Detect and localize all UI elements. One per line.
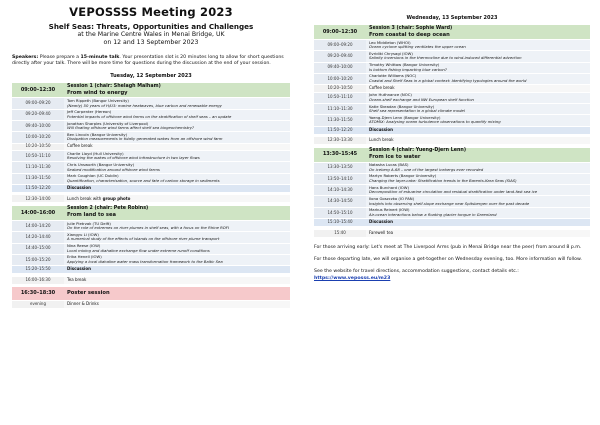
- discussion-label: Discussion: [67, 266, 92, 272]
- break-row: [314, 229, 590, 237]
- time-cell: 10:00–10:20: [314, 73, 366, 84]
- session-name: Session 3 (chair: Sophie Ward): [369, 25, 453, 31]
- time-cell: 09:00–12:30: [12, 83, 64, 98]
- time-cell: 11:10–11:30: [314, 103, 366, 114]
- content-cell: [64, 173, 290, 184]
- website-note: [314, 269, 590, 282]
- talk-title: Seabed modification around offshore wind farms: [67, 166, 160, 172]
- talk-row: [12, 162, 290, 173]
- talk-row: [314, 173, 590, 184]
- day2-schedule: [314, 24, 590, 237]
- day1-heading: Tuesday, 12 September 2023: [110, 73, 192, 80]
- poster-title: Poster session: [67, 290, 110, 297]
- session-row: [314, 147, 590, 162]
- discussion-row: [12, 266, 290, 274]
- page-subtitle: Shelf Seas: Threats, Opportunities and Challenges: [48, 22, 254, 31]
- content-cell: [366, 173, 590, 184]
- time-cell: 09:20–09:40: [314, 51, 366, 62]
- break-label: Lunch break with: [67, 195, 103, 201]
- talk-row: [314, 73, 590, 84]
- left-column: [12, 0, 290, 308]
- talk-title: Local mixing and diahaline exchange flow under extreme runoff conditions: [67, 247, 210, 253]
- time-cell: 15:20–15:50: [12, 266, 64, 274]
- talk-speaker: Natasha Lucas (BAS): [369, 162, 409, 168]
- time-cell: evening: [12, 301, 64, 309]
- talk-row: [314, 92, 590, 103]
- talk-speaker: Chris Unsworth (Bangor University): [67, 161, 135, 167]
- session-title: From ice to water: [369, 154, 421, 161]
- talk-title: On iceberg A-68 – one of the largest icebergs ever recorded: [369, 166, 484, 172]
- talk-row: [314, 185, 590, 196]
- content-cell: [64, 287, 290, 301]
- talk-row: [12, 151, 290, 162]
- talk-title: Insights into observing shelf-slope exchange near Spitsbergen over the past decade: [369, 200, 530, 206]
- break-row: [12, 301, 290, 309]
- time-cell: 10:20–10:50: [314, 85, 366, 93]
- talk-title: Applying a local diahaline water mass transformation framework to the Baltic Sea: [67, 259, 223, 265]
- content-cell: [64, 143, 290, 151]
- time-cell: 10:20–10:50: [12, 143, 64, 151]
- talk-title: Quantification, characterisation, source and fate of carbon storage in sediments: [67, 177, 220, 183]
- right-column: [314, 0, 590, 288]
- talk-title: ATOMIX: Analysing ocean turbulence observations to quantify mixing: [369, 119, 501, 125]
- session-row: [12, 205, 290, 220]
- time-cell: 16:00–16:30: [12, 276, 64, 284]
- discussion-label: Discussion: [369, 219, 394, 225]
- time-cell: 12:30–14:00: [12, 195, 64, 203]
- discussion-label: Discussion: [67, 185, 92, 191]
- content-cell: [366, 73, 590, 84]
- time-cell: 11:30–11:50: [12, 173, 64, 184]
- content-cell: [64, 276, 290, 284]
- break-label: Lunch break: [369, 137, 394, 143]
- time-cell: 14:20–14:40: [12, 232, 64, 243]
- break-label: Coffee break: [67, 143, 93, 149]
- talk-row: [12, 109, 290, 120]
- time-cell: 09:40–10:00: [12, 121, 64, 132]
- content-cell: [64, 98, 290, 109]
- talk-speaker: John Huthnance (NOC): [369, 92, 412, 98]
- talk-row: [314, 103, 590, 114]
- time-cell: 13:30–13:50: [314, 162, 366, 173]
- talk-row: [12, 121, 290, 132]
- talk-title: Is bottom fishing impacting blue carbon?: [369, 66, 447, 72]
- time-cell: 14:30–14:50: [314, 196, 366, 207]
- session-title: From coastal to deep ocean: [369, 31, 450, 38]
- content-cell: [64, 266, 290, 274]
- speaker-instructions: [12, 55, 290, 67]
- talk-row: [12, 254, 290, 265]
- poster-row: [12, 287, 290, 301]
- talk-speaker: Markus Reinert (IOW): [369, 207, 410, 213]
- website-link[interactable]: https://www.veposss.eu/m23: [314, 275, 391, 281]
- content-cell: [366, 219, 590, 227]
- content-cell: [64, 195, 290, 203]
- talk-speaker: Nina Reese (IOW): [67, 243, 101, 249]
- content-cell: [64, 184, 290, 192]
- arrival-note: For those arriving early: Let's meet at The Liverpool Arms (pub in Menai Bridge near the peer) from around 8 p.m.: [314, 244, 582, 250]
- talk-title: Dissipation measurements in tidally generated wakes from an offshore wind farm: [67, 136, 223, 142]
- time-cell: 14:00–16:00: [12, 205, 64, 220]
- talk-row: [314, 196, 590, 207]
- notes: [314, 245, 590, 283]
- day2-heading: Wednesday, 13 September 2023: [406, 15, 498, 21]
- talk-speaker: Tom Rippeth (Bangor University): [67, 97, 129, 103]
- time-cell: 11:50–12:20: [12, 184, 64, 192]
- time-cell: 10:00–10:20: [12, 132, 64, 143]
- content-cell: [366, 185, 590, 196]
- talk-title: Decomposition of estuarine circulation and residual stratification under land-fast sea ice: [369, 189, 538, 195]
- break-label: Dinner & Drinks: [67, 301, 99, 307]
- talk-title: Air-ocean interactions below a floating glacier tongue in Greenland: [369, 211, 497, 217]
- content-cell: [366, 103, 590, 114]
- talk-speaker: Leo Middleton (WHOI): [369, 39, 411, 45]
- venue-line: at the Marine Centre Wales in Menai Bridge, UK: [77, 31, 225, 38]
- content-cell: [64, 254, 290, 265]
- content-cell: [366, 92, 590, 103]
- content-cell: [366, 51, 590, 62]
- talk-title: A numerical study of the effects of islands on the offshore river plume transport: [67, 236, 220, 242]
- talk-speaker: Jonathan Sharples (University of Liverpool): [67, 120, 149, 126]
- content-cell: [366, 137, 590, 145]
- talk-row: [314, 40, 590, 51]
- time-cell: 11:10–11:30: [12, 162, 64, 173]
- talk-speaker: Erika Henell (IOW): [67, 254, 102, 260]
- session-row: [314, 25, 590, 40]
- talk-speaker: Katie Skeadan (Bangor University): [369, 103, 435, 109]
- content-cell: [64, 232, 290, 243]
- content-cell: [64, 83, 290, 98]
- content-cell: [64, 132, 290, 143]
- time-cell: 14:50–15:10: [314, 207, 366, 218]
- content-cell: [366, 126, 590, 134]
- content-cell: [366, 40, 590, 51]
- break-row: [314, 137, 590, 145]
- talk-speaker: Timothy Whittow (Bangor University): [369, 62, 440, 68]
- content-cell: [366, 115, 590, 126]
- time-cell: 16:30–18:30: [12, 287, 64, 301]
- intro-text-1: Please prepare a: [38, 55, 81, 60]
- content-cell: [366, 196, 590, 207]
- time-cell: 10:50–11:10: [12, 151, 64, 162]
- content-cell: [366, 162, 590, 173]
- discussion-row: [314, 219, 590, 227]
- content-cell: [366, 147, 590, 162]
- talk-title: Resolving the wakes of offshore wind infrastructure in two layer flows: [67, 155, 200, 161]
- time-cell: 09:40–10:00: [314, 62, 366, 73]
- talk-title: Ocean-shelf exchange and NW European shelf function: [369, 96, 474, 102]
- session-title: From wind to energy: [67, 89, 128, 96]
- talk-speaker: Yoeng-Djern Lenn (Bangor University): [369, 114, 441, 120]
- intro-text-2: . Your presentation slot is 20 minutes long to allow for short questions directly after your talk. There will be more time for questions during the discussion at the end of your session.: [12, 55, 284, 67]
- content-cell: [366, 62, 590, 73]
- break-row: [12, 276, 290, 284]
- time-cell: 09:00–12:30: [314, 25, 366, 40]
- talk-row: [12, 243, 290, 254]
- talk-row: [12, 173, 290, 184]
- discussion-row: [314, 126, 590, 134]
- day1-schedule: [12, 82, 290, 308]
- content-cell: [64, 121, 290, 132]
- talk-title: Potential impacts of offshore wind farms on the stratification of shelf seas – an update: [67, 113, 232, 119]
- talk-length: 15-minute talk: [80, 55, 120, 60]
- session-title: From land to sea: [67, 212, 116, 219]
- time-cell: 14:40–15:00: [12, 243, 64, 254]
- content-cell: [64, 243, 290, 254]
- talk-title: Will floating offshore wind farms affect shelf sea biogeochemistry?: [67, 125, 195, 131]
- content-cell: [64, 220, 290, 231]
- break-label: Coffee break: [369, 85, 395, 91]
- break-row: [314, 85, 590, 93]
- content-cell: [64, 162, 290, 173]
- content-cell: [64, 151, 290, 162]
- break-label: Farewell tea: [369, 229, 394, 235]
- talk-title: Ocean cyclone splitting ventilates the upper ocean: [369, 44, 466, 50]
- talk-row: [314, 115, 590, 126]
- page-title: VEPOSSSS Meeting 2023: [69, 5, 233, 19]
- talk-title: Salinity inversions in the thermocline due to wind-induced differential advection: [369, 55, 522, 61]
- talk-speaker: Julie Pietrzak (TU Delft): [67, 220, 111, 226]
- talk-speaker: Jeff Carpenter (Hereon): [67, 109, 112, 115]
- time-cell: 13:30–15:45: [314, 147, 366, 162]
- talk-row: [314, 51, 590, 62]
- talk-speaker: Charlotte Williams (NOC): [369, 73, 417, 79]
- talk-speaker: Evridiki Chrysagi (IOW): [369, 50, 413, 56]
- time-cell: 15:00–15:20: [12, 254, 64, 265]
- talk-row: [12, 220, 290, 231]
- session-name: Session 2 (chair: Pete Robins): [67, 206, 149, 212]
- time-cell: 11:30–11:50: [314, 115, 366, 126]
- time-cell: 11:50–12:20: [314, 126, 366, 134]
- talk-title: On the role of extremes on river plumes in shelf seas, with a focus on the Rhine ROFI: [67, 225, 230, 231]
- talk-row: [12, 232, 290, 243]
- talk-row: [314, 207, 590, 218]
- time-cell: 15:10–15:40: [314, 219, 366, 227]
- content-cell: [366, 25, 590, 40]
- talk-title: Coastal and Shelf Seas in a global context: Identifying typologies around the world: [369, 78, 527, 84]
- talk-speaker: Martyn Roberts (Bangor University): [369, 173, 437, 179]
- talk-row: [314, 162, 590, 173]
- session-row: [12, 83, 290, 98]
- talk-title: Changing the layer-cake: Stratification trends in the Barents-Kara Seas (SIAS): [369, 178, 517, 184]
- date-line: on 12 and 13 September 2023: [103, 39, 199, 46]
- time-cell: 09:20–09:40: [12, 109, 64, 120]
- content-cell: [64, 301, 290, 309]
- time-cell: 09:00–09:20: [314, 40, 366, 51]
- break-row: [12, 195, 290, 203]
- talk-title: (Nearly) 50 years of H/U3: marine heatwaves, blue carbon and renewable energy: [67, 102, 222, 108]
- content-cell: [64, 109, 290, 120]
- discussion-row: [12, 184, 290, 192]
- talk-row: [12, 132, 290, 143]
- talk-row: [12, 98, 290, 109]
- time-cell: 14:10–14:30: [314, 185, 366, 196]
- talk-speaker: Mark Coughlan (UC Dublin): [67, 173, 119, 179]
- speakers-label: Speakers:: [12, 55, 39, 60]
- content-cell: [366, 229, 590, 237]
- break-row: [12, 143, 290, 151]
- discussion-label: Discussion: [369, 126, 394, 132]
- departure-note: For those departing late, we will organise a get-together on Wednesday evening, too. More information will follow.: [314, 256, 582, 262]
- time-cell: 13:50–14:10: [314, 173, 366, 184]
- time-cell: 12:30–13:30: [314, 137, 366, 145]
- session-name: Session 1 (chair: Shelagh Malham): [67, 83, 161, 89]
- talk-speaker: Ilona Goszczko (IO PAN): [369, 196, 415, 202]
- talk-speaker: Hans Burchard (IOW): [369, 184, 410, 190]
- break-emphasis: group photo: [102, 195, 131, 201]
- talk-speaker: Ben Lincoln (Bangor University): [67, 131, 128, 137]
- time-cell: 09:00–09:20: [12, 98, 64, 109]
- break-label: Tea break: [67, 276, 87, 282]
- talk-speaker: Charlie Lloyd (Hull University): [67, 150, 124, 156]
- session-name: Session 4 (chair: Yueng-Djern Lenn): [369, 148, 467, 154]
- content-cell: [64, 205, 290, 220]
- time-cell: 15:40: [314, 229, 366, 237]
- talk-speaker: Xiangyu Li (IOW): [67, 231, 99, 237]
- talk-title: Shelf sea representation in a global climate model: [369, 108, 465, 114]
- content-cell: [366, 85, 590, 93]
- content-cell: [366, 207, 590, 218]
- website-text: See the website for travel directions, accommodation suggestions, contact details etc.:: [314, 269, 519, 275]
- time-cell: 10:50–11:10: [314, 92, 366, 103]
- time-cell: 14:00–14:20: [12, 220, 64, 231]
- talk-row: [314, 62, 590, 73]
